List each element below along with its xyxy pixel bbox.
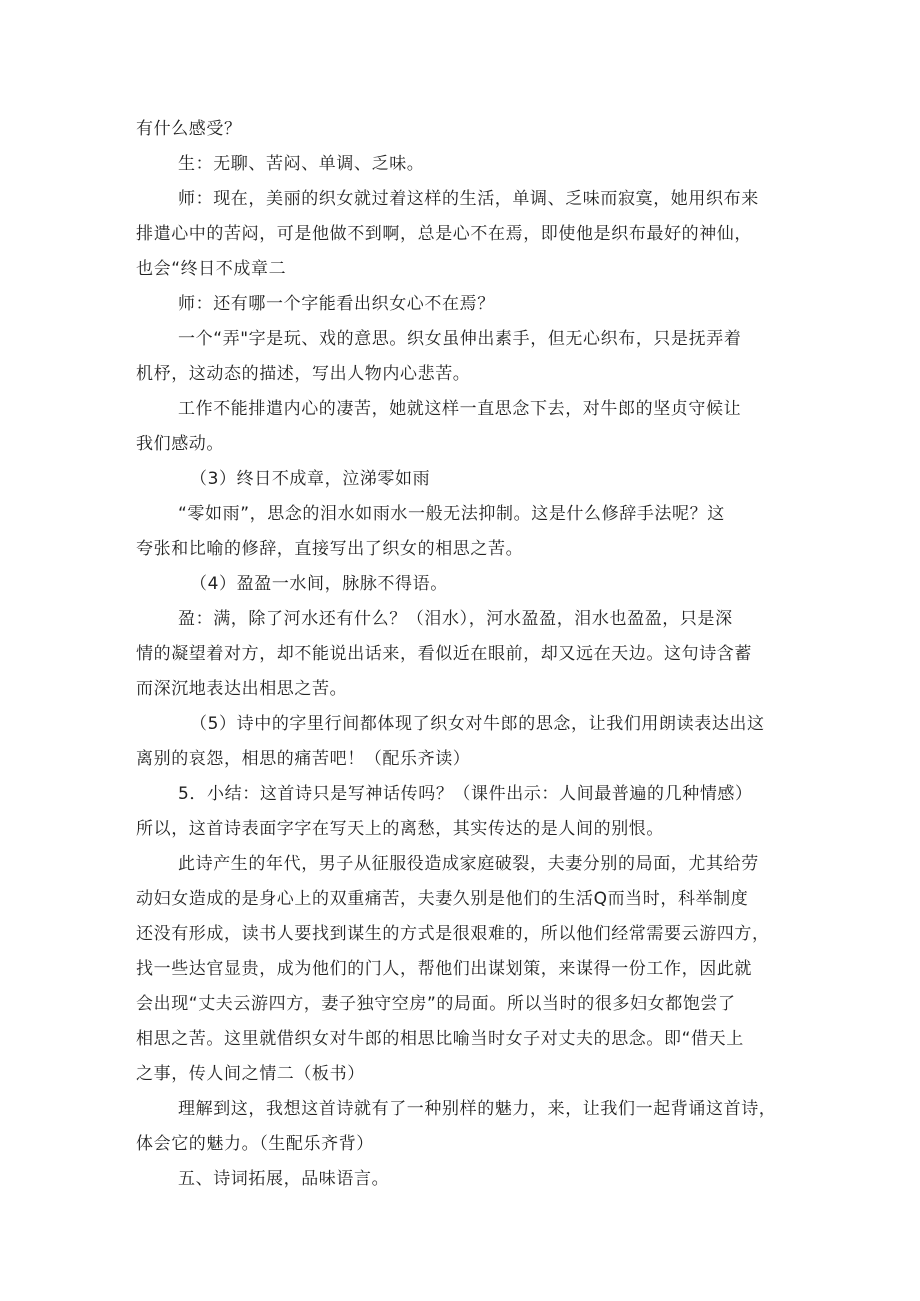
text-line: 离别的哀怨，相思的痛苦吧！（配乐齐读） <box>136 749 471 769</box>
text-line: 五、诗词拓展，品味语言。 <box>178 1169 390 1189</box>
text-line: （3）终日不成章，泣涕零如雨 <box>190 469 431 489</box>
text-line: 动妇女造成的是身心上的双重痛苦，夫妻久别是他们的生活Q而当时，科举制度 <box>136 889 749 909</box>
text-line: 体会它的魅力。（生配乐齐背） <box>136 1134 374 1154</box>
text-line: 有什么感受？ <box>136 119 242 139</box>
text-line: 5．小结：这首诗只是写神话传吗？（课件出示：人间最普遍的几种情感） <box>178 784 753 804</box>
text-line: 排遣心中的苦闷，可是他做不到啊，总是心不在焉，即使他是织布最好的神仙， <box>136 224 752 244</box>
text-line: 师：还有哪一个字能看出织女心不在焉？ <box>178 294 495 314</box>
text-line: 理解到这，我想这首诗就有了一种别样的魅力，来，让我们一起背诵这首诗， <box>178 1099 777 1119</box>
text-line: 也会“终日不成章二 <box>136 259 287 279</box>
text-line: 此诗产生的年代，男子从征服役造成家庭破裂，夫妻分别的局面，尤其给劳 <box>178 854 759 874</box>
text-line: 找一些达官显贵，成为他们的门人，帮他们出谋划策，来谋得一份工作，因此就 <box>136 959 752 979</box>
text-line: （5）诗中的字里行间都体现了织女对牛郎的思念，让我们用朗读表达出这 <box>190 714 765 734</box>
text-line: 机杼，这动态的描述，写出人物内心悲苦。 <box>136 364 471 384</box>
text-line: “零如雨”，思念的泪水如雨水一般无法抑制。这是什么修辞手法呢？这 <box>178 504 725 524</box>
text-line: 我们感动。 <box>136 434 224 454</box>
text-line: （4）盈盈一水间，脉脉不得语。 <box>190 574 448 594</box>
text-line: 师：现在，美丽的织女就过着这样的生活，单调、乏味而寂寞，她用织布来 <box>178 189 759 209</box>
text-line: 一个“弄"字是玩、戏的意思。织女虽伸出素手，但无心织布，只是抚弄着 <box>178 329 742 349</box>
text-line: 之事，传人间之情二（板书） <box>136 1064 365 1084</box>
text-line: 生：无聊、苦闷、单调、乏味。 <box>178 154 425 174</box>
text-line: 工作不能排遣内心的凄苦，她就这样一直思念下去，对牛郎的坚贞守候让 <box>178 399 742 419</box>
text-line: 会出现“丈夫云游四方，妻子独守空房”的局面。所以当时的很多妇女都饱尝了 <box>136 994 736 1014</box>
text-line: 相思之苦。这里就借织女对牛郎的相思比喻当时女子对丈夫的思念。即“借天上 <box>136 1029 744 1049</box>
text-line: 夸张和比喻的修辞，直接写出了织女的相思之苦。 <box>136 539 524 559</box>
text-line: 而深沉地表达出相思之苦。 <box>136 679 348 699</box>
text-line: 情的凝望着对方，却不能说出话来，看似近在眼前，却又远在天边。这句诗含蓄 <box>136 644 752 664</box>
text-line: 盈：满，除了河水还有什么？（泪水），河水盈盈，泪水也盈盈，只是深 <box>178 609 733 629</box>
text-line: 所以，这首诗表面字字在写天上的离愁，其实传达的是人间的别恨。 <box>136 819 664 839</box>
text-line: 还没有形成，读书人要找到谋生的方式是很艰难的，所以他们经常需要云游四方， <box>136 924 770 944</box>
